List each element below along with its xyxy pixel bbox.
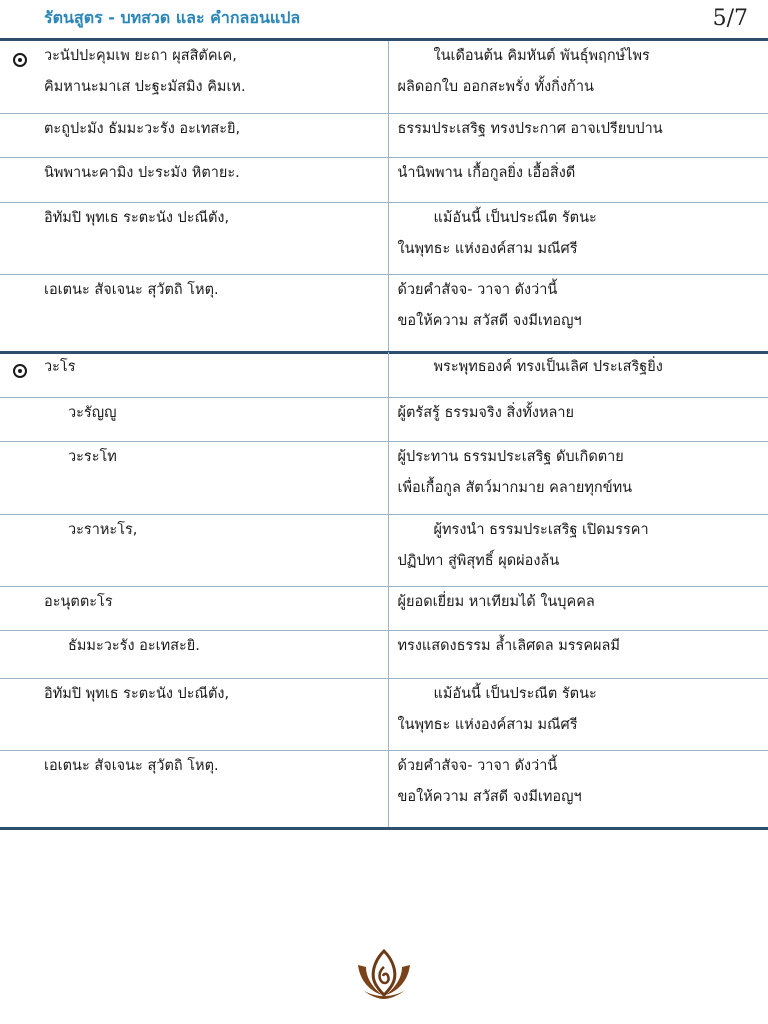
table-row: [0, 441, 768, 514]
table-row: [0, 586, 768, 630]
table-row: [0, 630, 768, 678]
pali-line: วะรัญญู: [68, 404, 117, 421]
document-title: รัตนสูตร - บทสวด และ คำกลอนแปล: [44, 8, 301, 27]
thai-line: ผู้ประทาน ธรรมประเสริฐ ดับเกิดตาย: [397, 448, 624, 465]
target-bullet-icon: [13, 364, 27, 378]
pali-line: วะนัปปะคุมเพ ยะถา ผุสสิตัคเค,: [44, 48, 237, 64]
pali-line: วะระโท: [68, 448, 117, 465]
table-row: [0, 158, 768, 203]
thai-line: ในเดือนต้น คิมหันต์ พันธุ์พฤกษ์ไพร: [433, 48, 650, 64]
table-row: [0, 40, 768, 114]
thai-line: ด้วยคำสัจจ- วาจา ดังว่านี้: [397, 282, 558, 298]
lotus-logo-icon: [352, 945, 416, 1001]
pali-line: ตะถูปะมัง ธัมมะวะรัง อะเทสะยิ,: [44, 121, 241, 137]
pali-line: วะราหะโร,: [68, 521, 138, 538]
thai-line: พระพุทธองค์ ทรงเป็นเลิศ ประเสริฐยิ่ง: [433, 359, 663, 375]
thai-line: ขอให้ความ สวัสดี จงมีเทอญฯ: [397, 313, 582, 329]
thai-line: ผู้ยอดเยี่ยม หาเทียมได้ ในบุคคล: [397, 593, 595, 610]
thai-line: ผู้ตรัสรู้ ธรรมจริง สิ่งทั้งหลาย: [397, 404, 575, 421]
verse-table-1: [0, 38, 768, 354]
table-row: [0, 397, 768, 441]
verse-table-2: [0, 352, 768, 830]
table-row: [0, 678, 768, 750]
pali-line: นิพพานะคามิง ปะระมัง หิตายะ.: [44, 165, 240, 181]
pali-line: ธัมมะวะรัง อะเทสะยิ.: [68, 637, 200, 654]
thai-line: ปฏิปทา สู่พิสุทธิ์ ผุดผ่องล้น: [397, 552, 560, 569]
table-row: [0, 750, 768, 828]
thai-line: ในพุทธะ แห่งองค์สาม มณีศรี: [397, 716, 578, 733]
table-row: [0, 352, 768, 397]
table-row: [0, 275, 768, 353]
pali-line: เอเตนะ สัจเจนะ สุวัตถิ โหตุ.: [44, 282, 219, 298]
pali-line: อิทัมปิ พุทเธ ระตะนัง ปะณีตัง,: [44, 210, 230, 226]
pali-line: อะนุตตะโร: [44, 593, 113, 610]
thai-line: ในพุทธะ แห่งองค์สาม มณีศรี: [397, 241, 578, 257]
thai-line: เพื่อเกื้อกูล สัตว์มากมาย คลายทุกข์ทน: [397, 479, 633, 496]
page-number: 5/7: [712, 6, 748, 31]
thai-line: ด้วยคำสัจจ- วาจา ดังว่านี้: [397, 757, 558, 774]
table-row: [0, 514, 768, 586]
thai-line: ผลิดอกใบ ออกสะพรั่ง ทั้งกิ่งก้าน: [397, 79, 594, 95]
thai-line: นำนิพพาน เกื้อกูลยิ่ง เอื้อสิ่งดี: [397, 165, 576, 181]
thai-line: แม้อันนี้ เป็นประณีต รัตนะ: [433, 210, 597, 226]
thai-line: ธรรมประเสริฐ ทรงประกาศ อาจเปรียบปาน: [397, 121, 663, 137]
page-header: [0, 0, 768, 38]
pali-line: วะโร: [44, 359, 76, 375]
table-row: [0, 114, 768, 158]
pali-line: เอเตนะ สัจเจนะ สุวัตถิ โหตุ.: [44, 757, 219, 774]
thai-line: ขอให้ความ สวัสดี จงมีเทอญฯ: [397, 788, 582, 805]
target-bullet-icon: [13, 53, 27, 67]
thai-line: ทรงแสดงธรรม ล้ำเลิศดล มรรคผลมี: [397, 637, 620, 654]
table-row: [0, 203, 768, 275]
thai-line: ผู้ทรงนำ ธรรมประเสริฐ เปิดมรรคา: [433, 521, 649, 538]
pali-line: อิทัมปิ พุทเธ ระตะนัง ปะณีตัง,: [44, 685, 230, 702]
thai-line: แม้อันนี้ เป็นประณีต รัตนะ: [433, 685, 597, 702]
pali-line: คิมหานะมาเส ปะฐะมัสมิง คิมเห.: [44, 79, 246, 95]
